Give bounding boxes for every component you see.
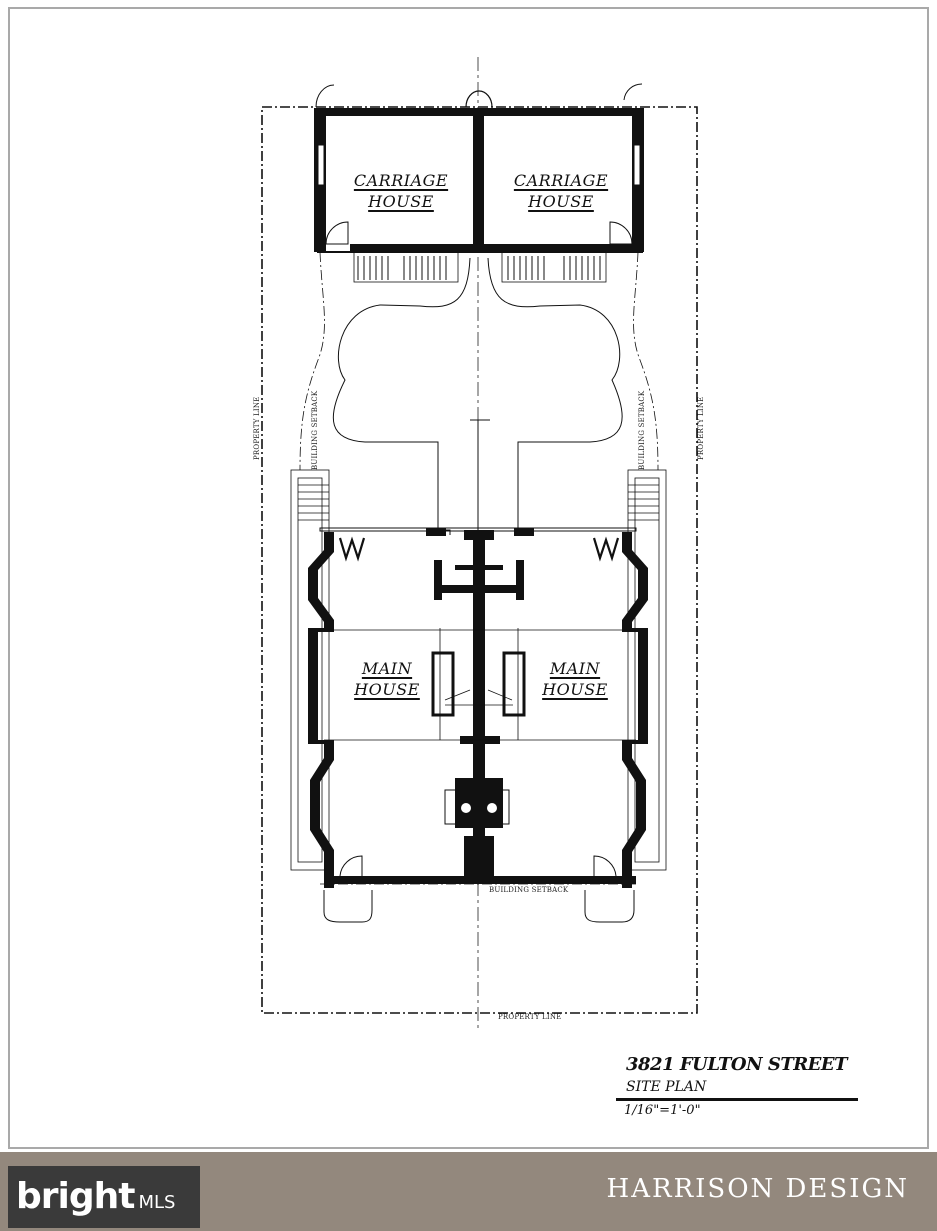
main-house-walls [308,528,648,888]
carriage-house-left-label: CARRIAGE HOUSE [353,171,449,211]
project-title: 3821 FULTON STREET [626,1054,848,1075]
setback-label-right: BUILDING SETBACK [638,390,646,470]
setback-label-front: BUILDING SETBACK [489,886,569,894]
main-house-right-label: MAIN HOUSE [542,659,608,699]
footer-banner [0,1152,937,1231]
property-line-label-left: PROPERTY LINE [253,396,261,460]
designer-name: HARRISON DESIGN [606,1174,909,1204]
title-block [616,1054,858,1118]
sheet-name: SITE PLAN [626,1079,707,1095]
setback-label-left: BUILDING SETBACK [311,390,319,470]
main-house-left-label: MAIN HOUSE [354,659,420,699]
property-line-label-right: PROPERTY LINE [697,396,705,460]
carriage-house-walls [314,84,644,253]
brand-word: bright [16,1176,135,1217]
property-line-label-bottom: PROPERTY LINE [498,1013,562,1021]
carriage-house-right-label: CARRIAGE HOUSE [513,171,609,211]
carriage-steps [354,252,606,282]
bright-mls-logo [8,1166,200,1228]
drawing-scale: 1/16"=1'-0" [624,1103,701,1118]
title-rule [616,1098,858,1101]
brand-suffix: MLS [138,1192,176,1213]
